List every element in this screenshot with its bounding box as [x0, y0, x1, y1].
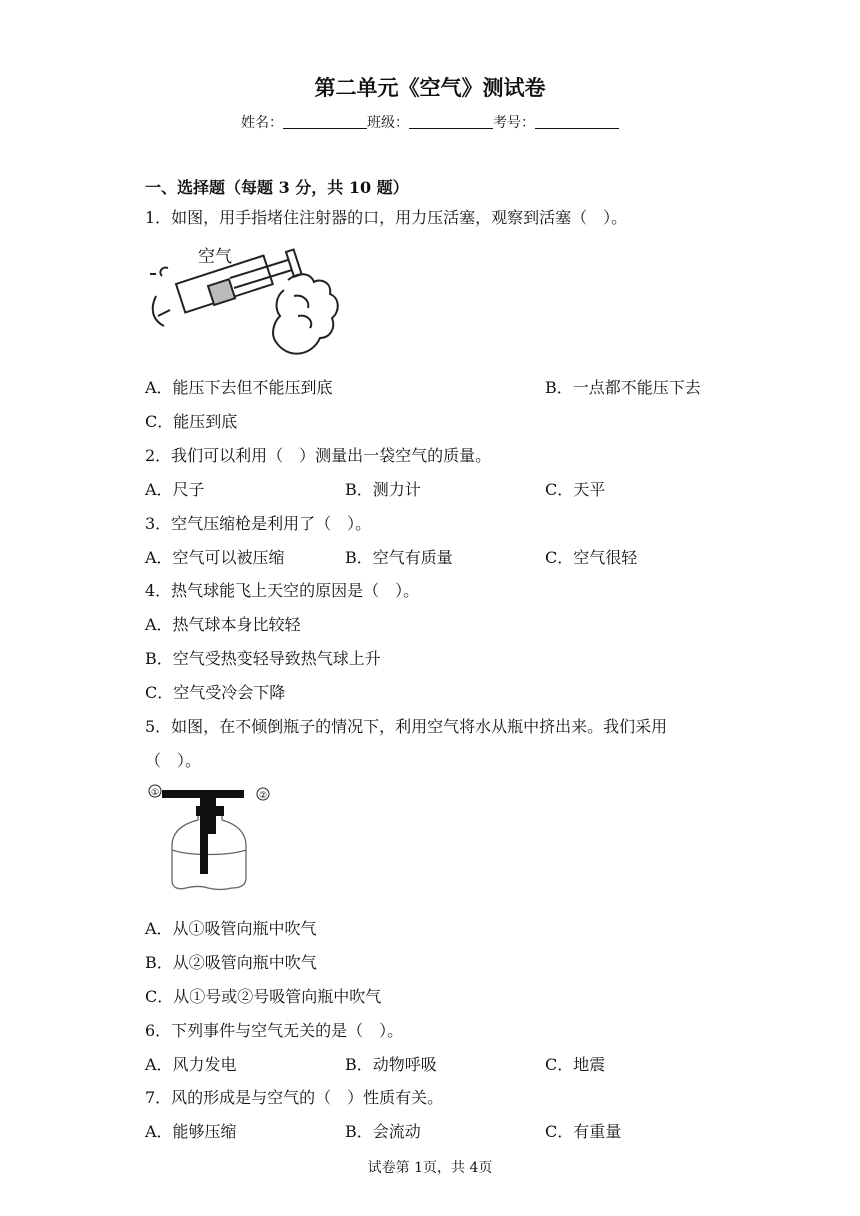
question-2-option-b[interactable]: B．测力计: [345, 480, 421, 499]
name-blank[interactable]: [283, 114, 367, 129]
figure-label-2: ②: [258, 791, 268, 801]
syringe-plunger-head: [208, 279, 235, 305]
stopper: [196, 806, 224, 816]
page-footer: 试卷第 1页，共 4页: [367, 1160, 493, 1176]
figure-label-1: ①: [150, 788, 160, 798]
question-7-option-b[interactable]: B．会流动: [345, 1122, 421, 1141]
question-7-option-a[interactable]: A．能够压缩: [145, 1122, 237, 1141]
student-info-line: [0, 113, 860, 133]
bottle-figure: [146, 784, 276, 896]
hand-outline: [273, 274, 338, 353]
water-surface: [172, 850, 246, 855]
syringe-figure: [148, 238, 348, 366]
question-3-stem: 3．空气压缩枪是利用了（ ）。: [145, 514, 372, 533]
page-title: 第二单元《空气》测试卷: [314, 75, 546, 100]
question-5-stem-line2: （ ）。: [145, 751, 202, 770]
question-3-option-b[interactable]: B．空气有质量: [345, 548, 453, 567]
question-4-option-b[interactable]: B．空气受热变轻导致热气球上升: [145, 649, 381, 668]
exam-no-label: 考号：: [493, 115, 535, 131]
question-4-option-c[interactable]: C．空气受冷会下降: [145, 683, 286, 702]
question-3-option-c[interactable]: C．空气很轻: [545, 548, 638, 567]
question-7-stem: 7．风的形成是与空气的（ ）性质有关。: [145, 1088, 444, 1107]
figure-label-air: 空气: [198, 247, 232, 267]
question-1-option-c[interactable]: C．能压到底: [145, 412, 238, 431]
class-blank[interactable]: [409, 114, 493, 129]
question-5-stem-line1: 5．如图，在不倾倒瓶子的情况下，利用空气将水从瓶中挤出来。我们采用: [145, 717, 668, 736]
question-2-stem: 2．我们可以利用（ ）测量出一袋空气的质量。: [145, 446, 492, 465]
exam-no-blank[interactable]: [535, 114, 619, 129]
question-1-option-a[interactable]: A．能压下去但不能压到底: [145, 378, 333, 397]
question-3-option-a[interactable]: A．空气可以被压缩: [145, 548, 285, 567]
question-2-option-c[interactable]: C．天平: [545, 480, 606, 499]
question-1-stem: 1．如图，用手指堵住注射器的口，用力压活塞，观察到活塞（ ）。: [145, 208, 628, 227]
question-6-stem: 6．下列事件与空气无关的是（ ）。: [145, 1021, 404, 1040]
name-label: 姓名：: [241, 115, 283, 131]
question-5-option-c[interactable]: C．从①号或②号吸管向瓶中吹气: [145, 987, 382, 1006]
question-6-option-c[interactable]: C．地震: [545, 1055, 606, 1074]
question-4-stem: 4．热气球能飞上天空的原因是（ ）。: [145, 581, 420, 600]
fingertip-outline: [153, 296, 164, 326]
question-6-option-a[interactable]: A．风力发电: [145, 1055, 237, 1074]
question-4-option-a[interactable]: A．热气球本身比较轻: [145, 615, 301, 634]
class-label: 班级：: [367, 115, 409, 131]
section-heading: 一、选择题（每题 3 分，共 10 题）: [145, 178, 409, 197]
question-1-option-b[interactable]: B．一点都不能压下去: [545, 378, 701, 397]
question-5-option-b[interactable]: B．从②吸管向瓶中吹气: [145, 953, 317, 972]
question-2-option-a[interactable]: A．尺子: [145, 480, 205, 499]
question-7-option-c[interactable]: C．有重量: [545, 1122, 622, 1141]
question-6-option-b[interactable]: B．动物呼吸: [345, 1055, 437, 1074]
question-5-option-a[interactable]: A．从①吸管向瓶中吹气: [145, 919, 317, 938]
